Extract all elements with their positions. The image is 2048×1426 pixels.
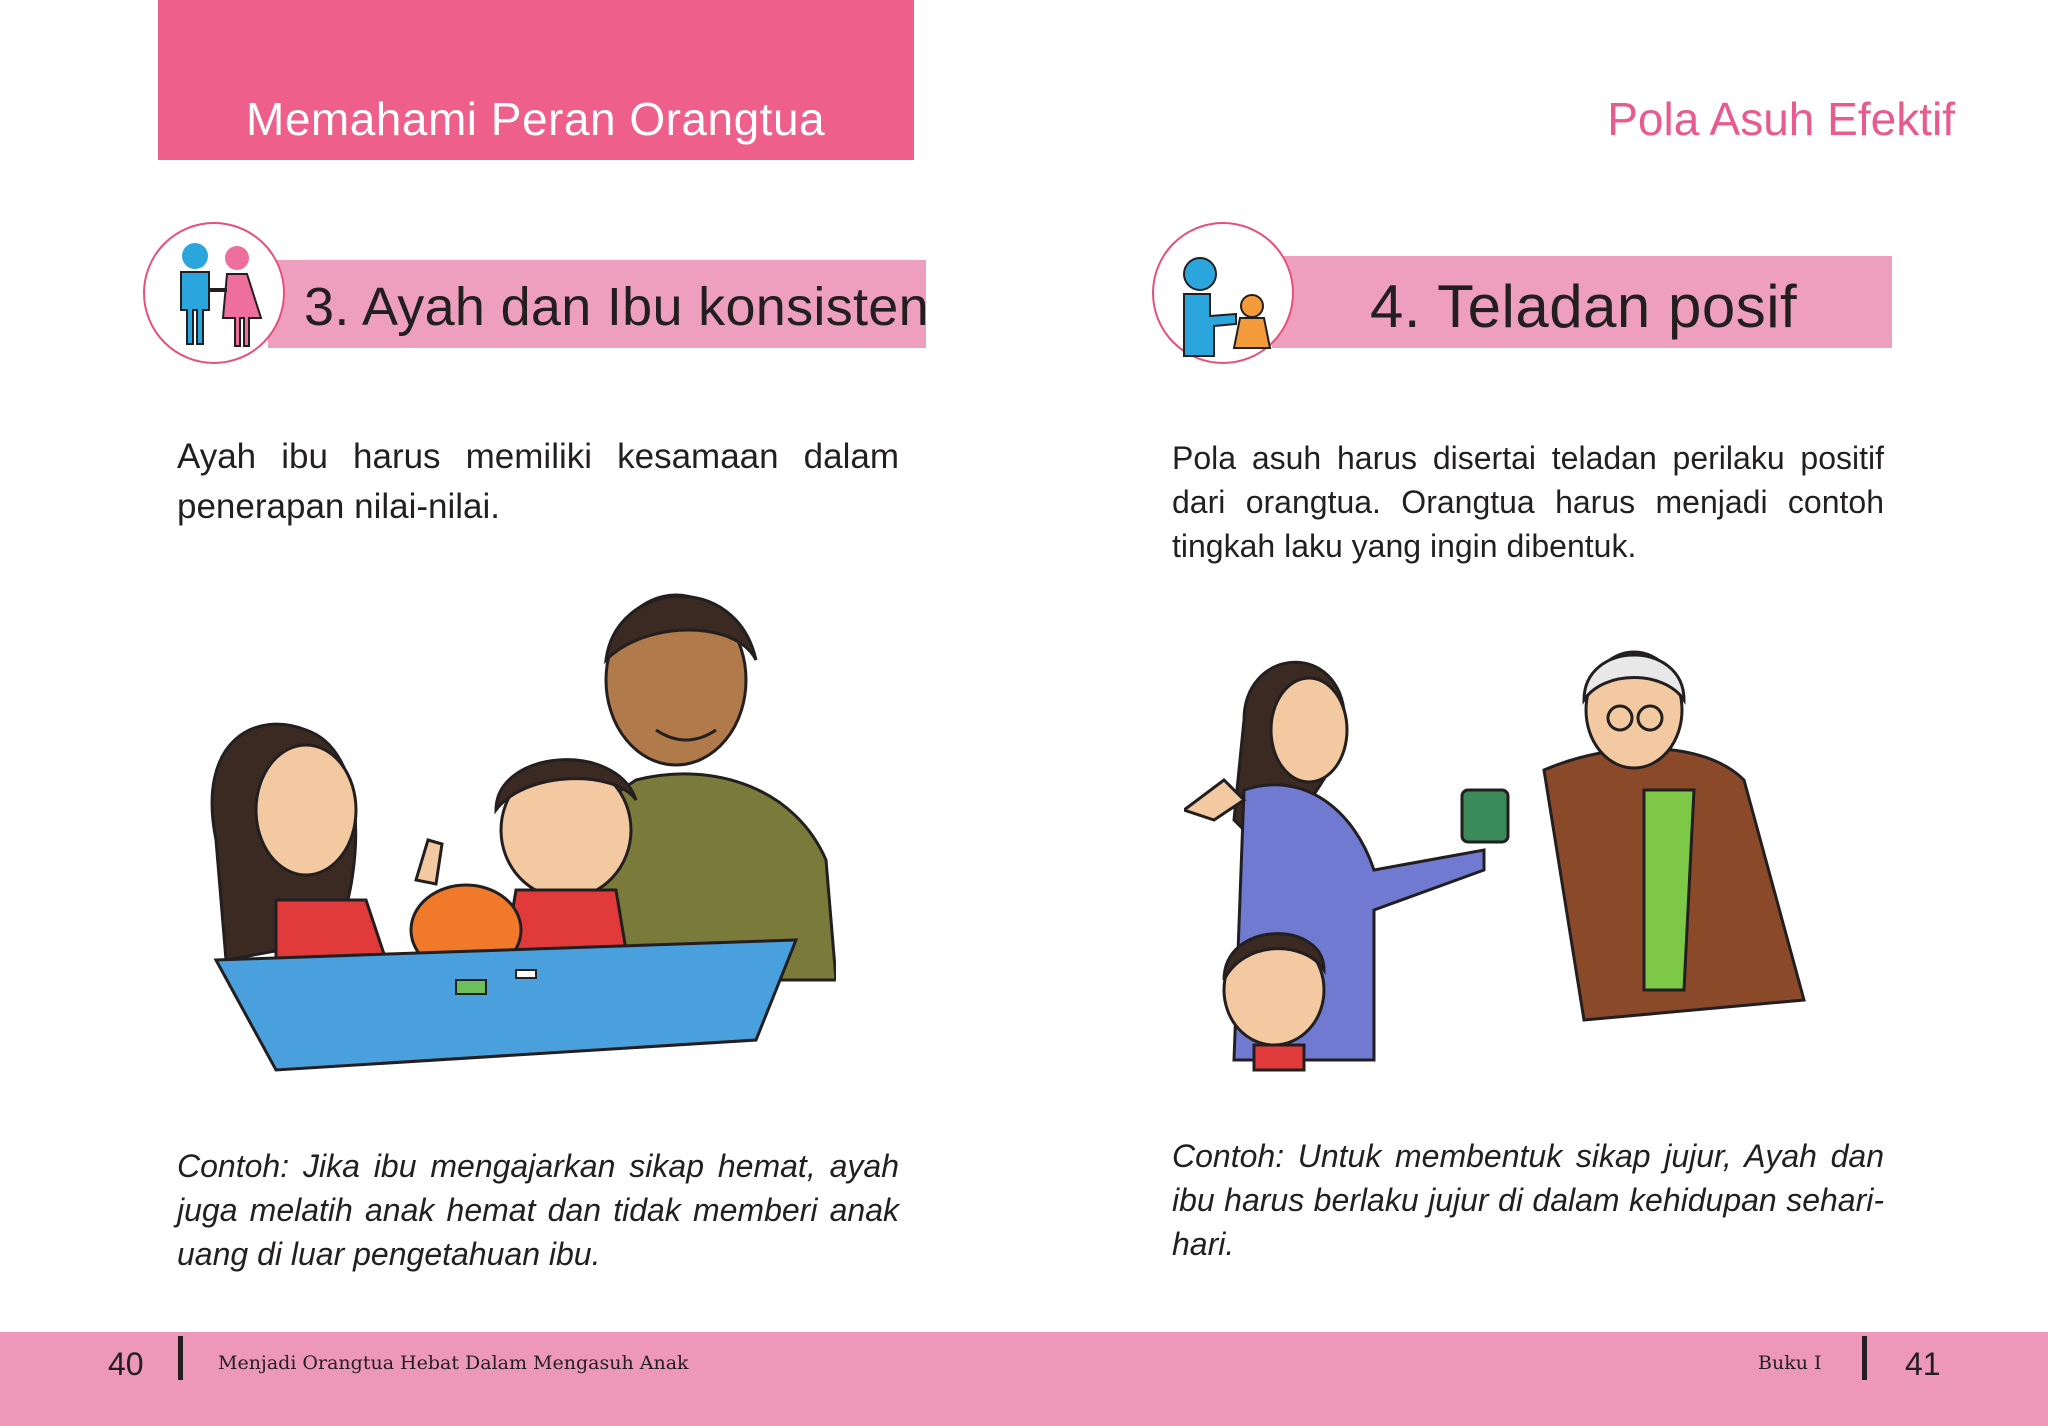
section-4-icon-circle — [1152, 222, 1294, 364]
couple-icon — [145, 224, 283, 362]
section-4-body: Pola asuh harus disertai teladan perilaku positif dari orangtua. Orangtua harus menjadi contoh tingkah laku yang ingin dibentuk. — [1172, 440, 1884, 564]
footer-divider-left — [178, 1336, 183, 1380]
section-3-icon-circle — [143, 222, 285, 364]
footer-volume: Buku I — [1758, 1352, 1822, 1374]
family-piggy-bank-illustration — [196, 560, 836, 1090]
parent-child-icon — [1154, 224, 1292, 362]
footer-divider-right — [1862, 1336, 1867, 1380]
page-number-left: 40 — [108, 1346, 144, 1382]
footer-book-title: Menjadi Orangtua Hebat Dalam Mengasuh Anak — [218, 1352, 689, 1374]
section-3-body: Ayah ibu harus memiliki kesamaan dalam penerapan nilai-nilai. — [177, 437, 899, 526]
page-number-right: 41 — [1905, 1346, 1941, 1382]
header-left-title: Memahami Peran Orangtua — [246, 93, 826, 145]
section-4-example: Contoh: Untuk membentuk sikap jujur, Ayah dan ibu harus berlaku jujur di dalam kehidupan sehari-hari. — [1172, 1138, 1884, 1262]
section-3-title: 3. Ayah dan Ibu konsisten — [304, 277, 929, 337]
footer-bar — [0, 1332, 2048, 1426]
header-right-title: Pola Asuh Efektif — [1607, 93, 1955, 145]
honesty-wallet-illustration — [1184, 640, 1844, 1100]
section-3-example: Contoh: Jika ibu mengajarkan sikap hemat, ayah juga melatih anak hemat dan tidak memberi anak uang di luar pengetahuan ibu. — [177, 1148, 899, 1272]
section-4-title: 4. Teladan posif — [1370, 273, 1798, 340]
